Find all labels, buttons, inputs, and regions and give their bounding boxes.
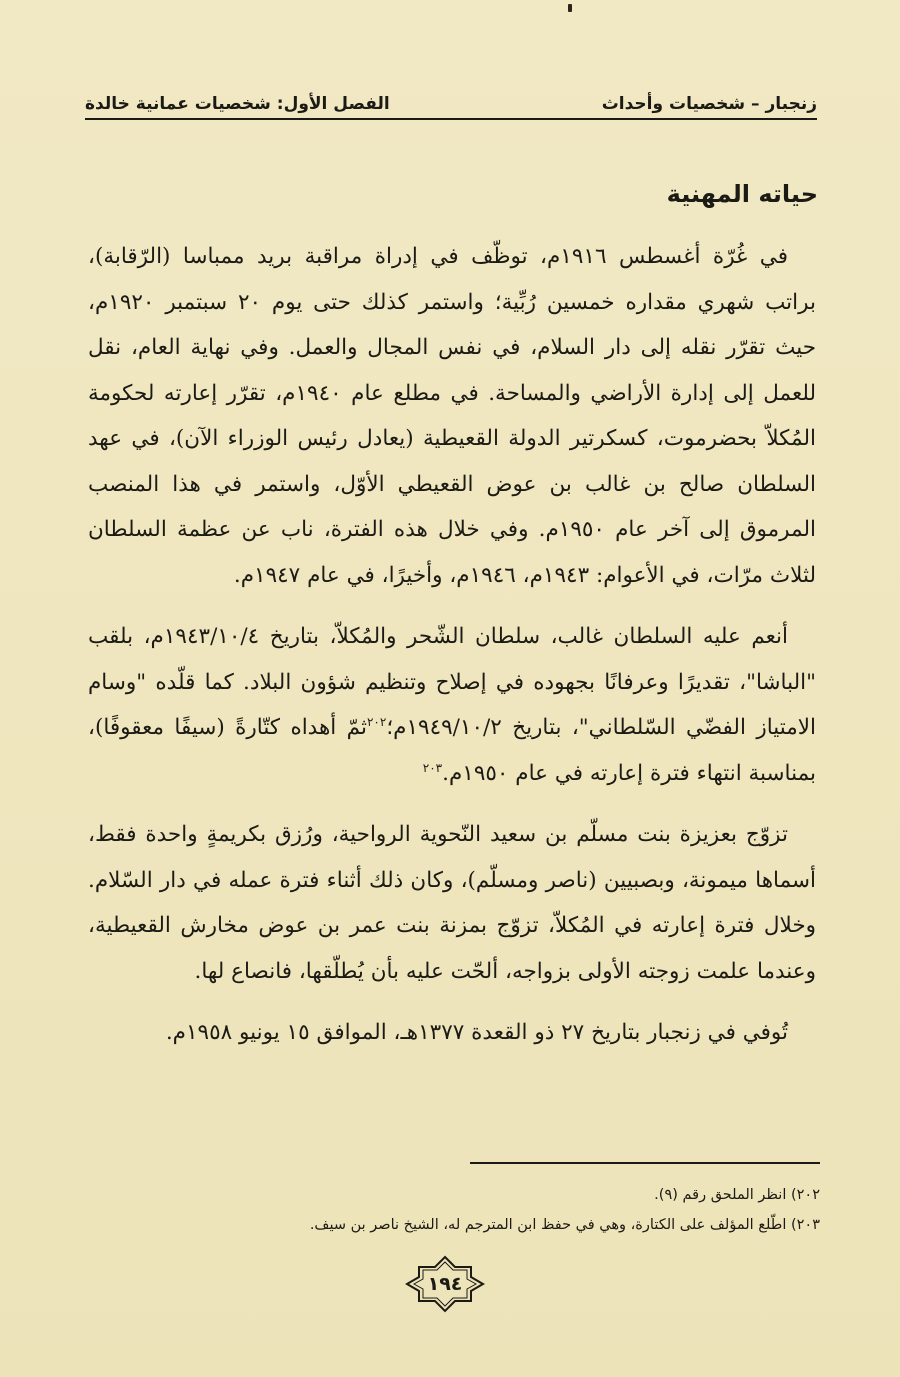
paragraph-honors — [88, 614, 816, 796]
footnote-divider — [470, 1162, 820, 1164]
binding-mark — [568, 4, 572, 12]
footnote-ref-202[interactable]: ٢٠٢ — [366, 714, 387, 729]
page-number-badge — [405, 1255, 485, 1313]
footnote-202: ٢٠٢) انظر الملحق رقم (٩). — [654, 1187, 820, 1203]
honors-text-1: أنعم عليه السلطان غالب، سلطان الشّحر والمُكلاّ، بتاريخ ١٩٤٣/١٠/٤م، بلقب "الباشا"، تقديرًا وعرفانًا بجهوده في إصلاح وتنظيم شؤون البلاد. كما قلّده "وسام الامتياز الفضّي السّلطاني"، بتاريخ ١٩٤٩/١٠/٢م؛ — [88, 624, 816, 740]
honors-text-2: ثمّ أهداه كتّارةً (سيفًا معقوفًا)، بمناسبة انتهاء فترة إعارته في عام ١٩٥٠م. — [88, 715, 816, 786]
body-text — [88, 234, 816, 1056]
section-heading: حياته المهنية — [666, 180, 818, 208]
paragraph-marriage: تزوّج بعزيزة بنت مسلّم بن سعيد النّحوية الرواحية، ورُزق بكريمةٍ واحدة فقط، أسماها ميمونة، وبصبيين (ناصر ومسلّم)، وكان ذلك أثناء فترة عمله في دار السّلام. وخلال فترة إعارته في المُكلاّ، تزوّج بمزنة بنت عمر بن عوض مخارش القعيطية، وعندما علمت زوجته الأولى بزواجه، ألحّت عليه بأن يُطلّقها، فانصاع لها. — [88, 822, 816, 984]
paragraph-career: في غُرّة أغسطس ١٩١٦م، توظّف في إدراة مراقبة بريد ممباسا (الرّقابة)، براتب شهري مقداره خمسين رُبِّية؛ واستمر كذلك حتى يوم ٢٠ سبتمبر ١٩٢٠م، حيث تقرّر نقله إلى دار السلام، في نفس المجال والعمل. وفي نهاية العام، نقل للعمل إلى إدارة الأراضي والمساحة. في مطلع عام ١٩٤٠م، تقرّر إعارته لحكومة المُكلاّ بحضرموت، كسكرتير الدولة القعيطية (يعادل رئيس الوزراء الآن)، في عهد السلطان صالح بن غالب بن عوض القعيطي الأوّل، واستمر في هذا المنصب المرموق إلى آخر عام ١٩٥٠م. وفي خلال هذه الفترة، ناب عن عظمة السلطان لثلاث مرّات، في الأعوام: ١٩٤٣م، ١٩٤٦م، وأخيرًا، في عام ١٩٤٧م. — [88, 244, 816, 588]
footnotes — [85, 1180, 820, 1240]
chapter-title: الفصل الأول: شخصيات عمانية خالدة — [85, 94, 390, 114]
paragraph-death: تُوفي في زنجبار بتاريخ ٢٧ ذو القعدة ١٣٧٧هـ، الموافق ١٥ يونيو ١٩٥٨م. — [165, 1020, 788, 1045]
page-number: ١٩٤ — [427, 1273, 463, 1295]
footnote-203: ٢٠٣) اطّلع المؤلف على الكتارة، وهي في حفظ ابن المترجم له، الشيخ ناصر بن سيف. — [309, 1217, 820, 1233]
running-header — [85, 80, 817, 120]
book-title: زنجبار – شخصيات وأحداث — [601, 94, 817, 114]
footnote-ref-203[interactable]: ٢٠٣ — [422, 760, 443, 775]
